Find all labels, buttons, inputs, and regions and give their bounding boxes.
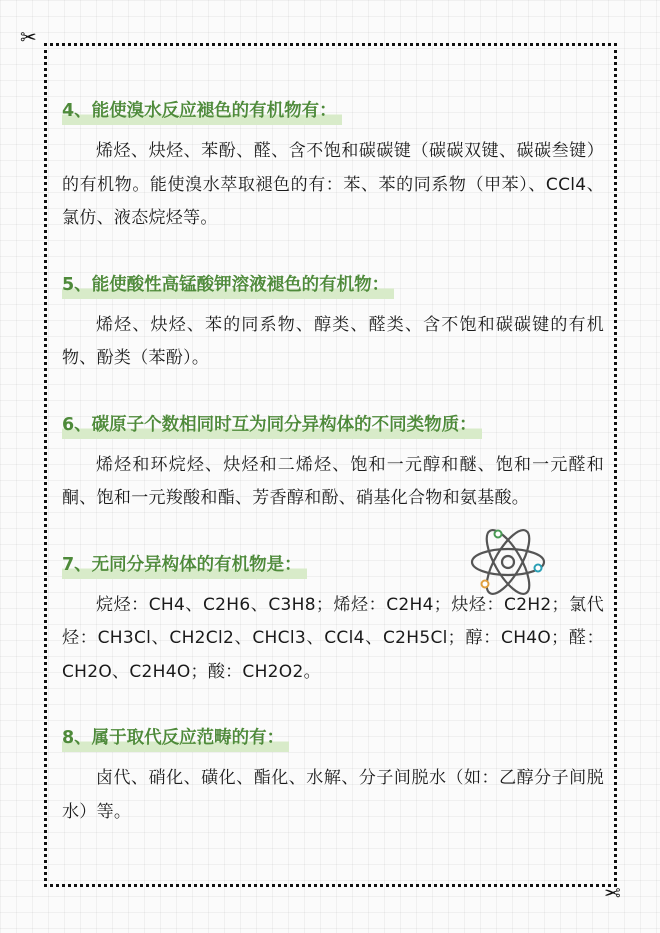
document-content — [62, 98, 604, 829]
section-body: 烷烃：CH4、C2H6、C3H8；烯烃：C2H4；炔烃：C2H2；氯代烃：CH3Cl、CH2Cl2、CHCl3、CCl4、C2H5Cl；醇：CH4O；醛：CH2O、C2H4O；酸：CH2O2。 — [62, 594, 604, 682]
atom-icon — [468, 522, 548, 602]
section-heading: 7、无同分异构体的有机物是： — [62, 552, 307, 579]
section-heading: 5、能使酸性高锰酸钾溶液褪色的有机物： — [62, 272, 394, 299]
section-4 — [62, 98, 604, 236]
section-body: 卤代、硝化、磺化、酯化、水解、分子间脱水（如：乙醇分子间脱水）等。 — [62, 768, 604, 822]
section-6 — [62, 412, 604, 516]
section-heading: 4、能使溴水反应褪色的有机物有： — [62, 98, 342, 125]
section-body: 烯烃和环烷烃、炔烃和二烯烃、饱和一元醇和醚、饱和一元醛和酮、饱和一元羧酸和酯、芳香醇和酚、硝基化合物和氨基酸。 — [62, 454, 604, 508]
section-body: 烯烃、炔烃、苯的同系物、醇类、醛类、含不饱和碳碳键的有机物、酚类（苯酚）。 — [62, 314, 604, 368]
section-body: 烯烃、炔烃、苯酚、醛、含不饱和碳碳键（碳碳双键、碳碳叁键）的有机物。能使溴水萃取褪色的有：苯、苯的同系物（甲苯）、CCl4、氯仿、液态烷烃等。 — [62, 141, 604, 228]
section-8 — [62, 725, 604, 829]
scissors-icon: ✂ — [20, 25, 37, 49]
section-5 — [62, 272, 604, 376]
section-heading: 6、碳原子个数相同时互为同分异构体的不同类物质： — [62, 412, 482, 439]
section-heading: 8、属于取代反应范畴的有： — [62, 725, 289, 752]
scissors-icon: ✂ — [604, 881, 621, 905]
